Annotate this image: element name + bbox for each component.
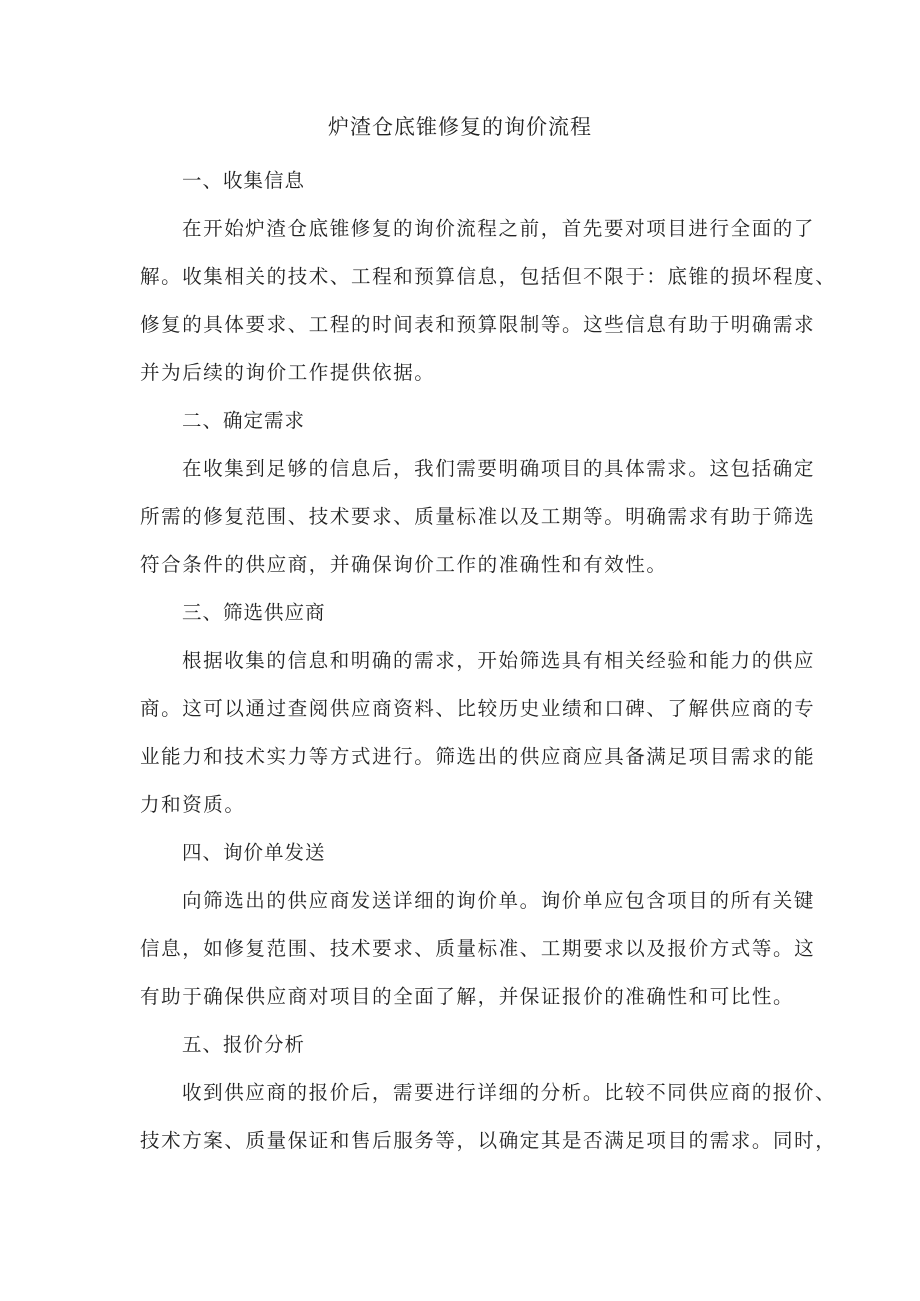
paragraph-line: 修复的具体要求、工程的时间表和预算限制等。这些信息有助于明确需求 [140,313,816,336]
document-body [140,157,837,1165]
paragraph-line: 信息，如修复范围、技术要求、质量标准、工期要求以及报价方式等。这 [140,937,816,960]
section-heading-determine-needs: 二、确定需求 [182,409,306,432]
paragraph-line: 在收集到足够的信息后，我们需要明确项目的具体需求。这包括确定 [182,457,816,480]
paragraph-line: 有助于确保供应商对项目的全面了解，并保证报价的准确性和可比性。 [140,985,795,1008]
paragraph-line: 在开始炉渣仓底锥修复的询价流程之前，首先要对项目进行全面的了 [182,217,816,240]
section-heading-collect-info: 一、收集信息 [182,169,306,192]
paragraph-line: 并为后续的询价工作提供依据。 [140,361,436,384]
paragraph-line: 解。收集相关的技术、工程和预算信息，包括但不限于：底锥的损坏程度、 [140,265,837,288]
section-paragraph-screen-suppliers [140,637,816,829]
document-title: 炉渣仓底锥修复的询价流程 [328,115,592,139]
paragraph-line: 符合条件的供应商，并确保询价工作的准确性和有效性。 [140,553,668,576]
section-heading-screen-suppliers: 三、筛选供应商 [182,601,326,624]
paragraph-line: 所需的修复范围、技术要求、质量标准以及工期等。明确需求有助于筛选 [140,505,816,528]
paragraph-line: 收到供应商的报价后，需要进行详细的分析。比较不同供应商的报价、 [182,1081,837,1104]
section-paragraph-send-inquiry [140,877,816,1021]
section-paragraph-quote-analysis [140,1069,837,1165]
section-heading-send-inquiry: 四、询价单发送 [182,841,326,864]
paragraph-line: 商。这可以通过查阅供应商资料、比较历史业绩和口碑、了解供应商的专 [140,697,816,720]
section-heading-quote-analysis: 五、报价分析 [182,1033,306,1056]
paragraph-line: 根据收集的信息和明确的需求，开始筛选具有相关经验和能力的供应 [182,649,816,672]
section-paragraph-determine-needs [140,445,816,589]
paragraph-line: 向筛选出的供应商发送详细的询价单。询价单应包含项目的所有关键 [182,889,816,912]
paragraph-line: 技术方案、质量保证和售后服务等，以确定其是否满足项目的需求。同时， [140,1129,837,1152]
paragraph-line: 力和资质。 [140,793,246,816]
paragraph-line: 业能力和技术实力等方式进行。筛选出的供应商应具备满足项目需求的能 [140,745,816,768]
section-paragraph-collect-info [140,205,837,397]
